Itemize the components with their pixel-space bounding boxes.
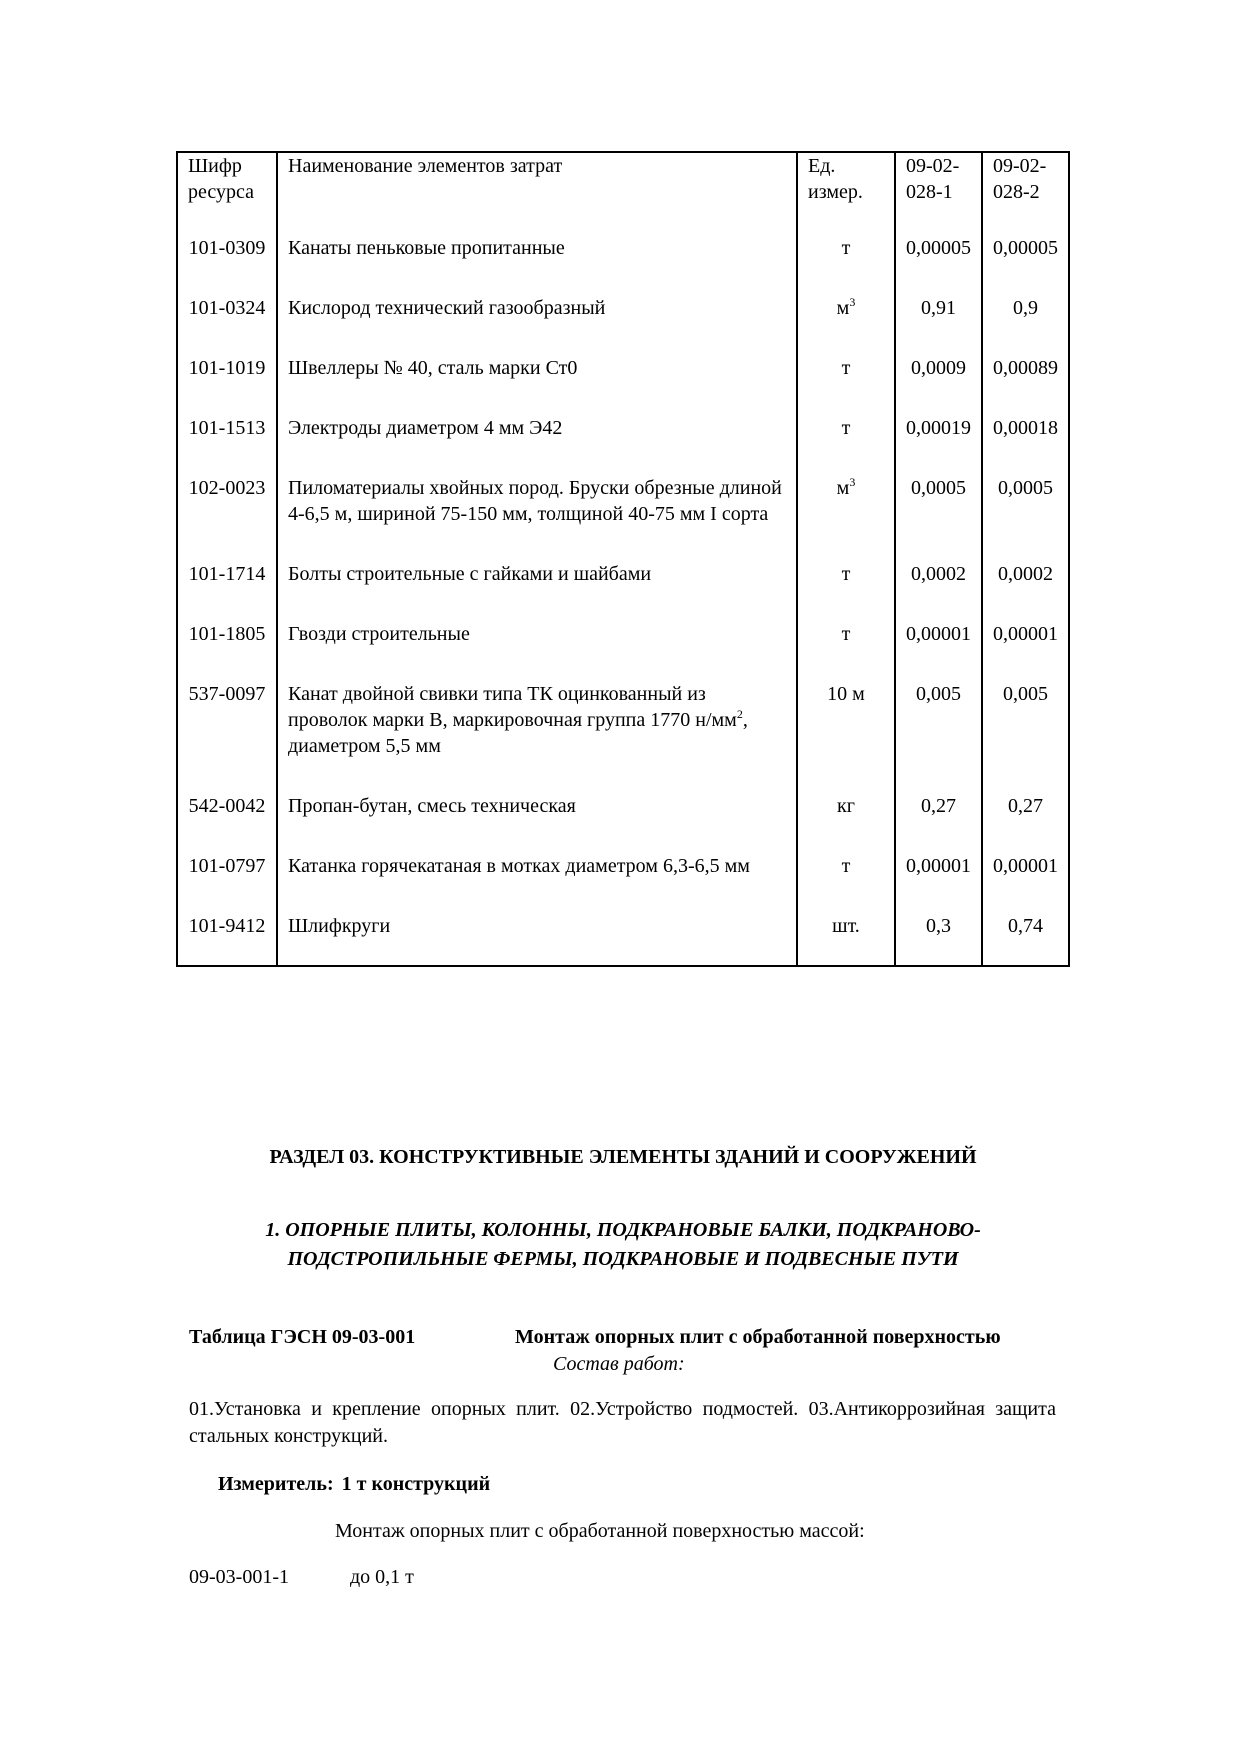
resource-name-cell xyxy=(277,459,797,545)
value-cell-2 xyxy=(982,459,1069,545)
resource-code: 102-0023 xyxy=(188,477,266,499)
value-1: 0,00005 xyxy=(906,237,971,259)
unit-cell xyxy=(797,665,895,777)
resource-code: 537-0097 xyxy=(188,683,266,705)
value-cell-2 xyxy=(982,665,1069,777)
resource-name-cell xyxy=(277,279,797,339)
table-header-row xyxy=(177,152,1069,219)
value-cell-2 xyxy=(982,219,1069,279)
resource-code: 101-1513 xyxy=(188,417,266,439)
unit-superscript: 3 xyxy=(849,475,856,489)
value-2: 0,27 xyxy=(1008,795,1043,817)
table-row xyxy=(177,665,1069,777)
value-cell-1 xyxy=(895,399,982,459)
unit-superscript: 3 xyxy=(849,295,856,309)
value-cell-1 xyxy=(895,665,982,777)
value-cell-1 xyxy=(895,837,982,897)
value-cell-2 xyxy=(982,545,1069,605)
unit-cell xyxy=(797,219,895,279)
resource-name: Катанка горячекатаная в мотках диаметром 6,3-6,5 мм xyxy=(288,855,750,877)
resource-code-cell xyxy=(177,279,277,339)
resource-name-superscript: 2 xyxy=(736,707,743,721)
resource-name-cell xyxy=(277,837,797,897)
measure-label: Измеритель: xyxy=(218,1473,334,1495)
table-row xyxy=(177,837,1069,897)
header-col1: 09-02-028-1 xyxy=(895,152,982,219)
resource-name: Канаты пеньковые пропитанные xyxy=(288,237,565,259)
section-subtitle-line1: 1. ОПОРНЫЕ ПЛИТЫ, КОЛОННЫ, ПОДКРАНОВЫЕ БАЛКИ, ПОДКРАНОВО- xyxy=(265,1219,981,1241)
resource-name-cell xyxy=(277,777,797,837)
value-2: 0,005 xyxy=(1003,683,1048,705)
table-row xyxy=(177,545,1069,605)
resource-code-cell xyxy=(177,837,277,897)
resource-code-cell xyxy=(177,665,277,777)
table-row xyxy=(177,279,1069,339)
unit-cell xyxy=(797,339,895,399)
value-2: 0,00001 xyxy=(993,855,1058,877)
unit-cell xyxy=(797,777,895,837)
unit-cell xyxy=(797,459,895,545)
unit: т xyxy=(841,563,851,585)
resource-name: Пиломатериалы хвойных пород. Бруски обрезные длиной 4-6,5 м, шириной 75-150 мм, толщиной 40-75 мм I сорта xyxy=(288,477,782,525)
resource-code: 101-0797 xyxy=(188,855,266,877)
resource-name-cell xyxy=(277,897,797,966)
value-cell-2 xyxy=(982,897,1069,966)
value-1: 0,91 xyxy=(921,297,956,319)
resource-name: Пропан-бутан, смесь техническая xyxy=(288,795,576,817)
unit-cell xyxy=(797,605,895,665)
norm-code-description: до 0,1 т xyxy=(350,1566,414,1588)
value-cell-1 xyxy=(895,777,982,837)
unit-cell xyxy=(797,279,895,339)
value-cell-2 xyxy=(982,279,1069,339)
resource-code-cell xyxy=(177,545,277,605)
value-1: 0,0002 xyxy=(911,563,966,585)
resource-name: Гвозди строительные xyxy=(288,623,470,645)
table-row xyxy=(177,339,1069,399)
value-1: 0,00001 xyxy=(906,623,971,645)
table-row xyxy=(177,399,1069,459)
resource-code-cell xyxy=(177,399,277,459)
value-cell-1 xyxy=(895,279,982,339)
resource-code: 101-1805 xyxy=(188,623,266,645)
value-cell-1 xyxy=(895,219,982,279)
resource-code-cell xyxy=(177,777,277,837)
table-row xyxy=(177,777,1069,837)
measure-line xyxy=(218,1471,490,1497)
value-2: 0,0005 xyxy=(998,477,1053,499)
header-code: Шифр ресурса xyxy=(177,152,277,219)
composition-label: Состав работ: xyxy=(553,1353,685,1375)
resource-table xyxy=(176,151,1070,967)
table-row xyxy=(177,459,1069,545)
norm-code: 09-03-001-1 xyxy=(189,1566,289,1588)
resource-code: 101-9412 xyxy=(188,915,266,937)
value-2: 0,9 xyxy=(1013,297,1038,319)
value-1: 0,0009 xyxy=(911,357,966,379)
measure-value: 1 т конструкций xyxy=(341,1473,491,1495)
value-cell-1 xyxy=(895,545,982,605)
unit: 10 м xyxy=(827,683,865,705)
value-2: 0,00018 xyxy=(993,417,1058,439)
resource-name-tail: , диаметром 5,5 мм xyxy=(288,709,748,757)
value-2: 0,00005 xyxy=(993,237,1058,259)
value-1: 0,00001 xyxy=(906,855,971,877)
resource-code: 101-1019 xyxy=(188,357,266,379)
value-2: 0,00089 xyxy=(993,357,1058,379)
resource-name-cell xyxy=(277,399,797,459)
value-cell-2 xyxy=(982,399,1069,459)
unit-cell xyxy=(797,837,895,897)
resource-name: Швеллеры № 40, сталь марки Ст0 xyxy=(288,357,578,379)
resource-code: 101-0324 xyxy=(188,297,266,319)
unit: т xyxy=(841,855,851,877)
value-cell-1 xyxy=(895,339,982,399)
mount-description: Монтаж опорных плит с обработанной поверхностью массой: xyxy=(335,1520,865,1542)
header-name: Наименование элементов затрат xyxy=(277,152,797,219)
resource-name-cell xyxy=(277,665,797,777)
resource-name: Канат двойной свивки типа ТК оцинкованный из проволок марки В, маркировочная группа 1770 н/мм xyxy=(288,683,737,731)
resource-code: 101-1714 xyxy=(188,563,266,585)
section-title: РАЗДЕЛ 03. КОНСТРУКТИВНЫЕ ЭЛЕМЕНТЫ ЗДАНИЙ И СООРУЖЕНИЙ xyxy=(269,1146,977,1168)
resource-name-cell xyxy=(277,219,797,279)
value-cell-1 xyxy=(895,459,982,545)
unit-cell xyxy=(797,399,895,459)
section-subtitle-line2: ПОДСТРОПИЛЬНЫЕ ФЕРМЫ, ПОДКРАНОВЫЕ И ПОДВЕСНЫЕ ПУТИ xyxy=(287,1248,959,1270)
table-row xyxy=(177,219,1069,279)
resource-code-cell xyxy=(177,219,277,279)
value-1: 0,27 xyxy=(921,795,956,817)
unit: т xyxy=(841,623,851,645)
works-list: 01.Установка и крепление опорных плит. 02.Устройство подмостей. 03.Антикоррозийная защита стальных конструкций. xyxy=(189,1398,1056,1447)
header-unit: Ед. измер. xyxy=(797,152,895,219)
value-cell-1 xyxy=(895,897,982,966)
header-col2: 09-02-028-2 xyxy=(982,152,1069,219)
resource-name-cell xyxy=(277,605,797,665)
unit: т xyxy=(841,357,851,379)
unit: т xyxy=(841,237,851,259)
resource-code-cell xyxy=(177,459,277,545)
resource-name-cell xyxy=(277,339,797,399)
unit-cell xyxy=(797,897,895,966)
value-1: 0,3 xyxy=(926,915,951,937)
resource-name: Кислород технический газообразный xyxy=(288,297,606,319)
value-2: 0,0002 xyxy=(998,563,1053,585)
table-row xyxy=(177,897,1069,966)
unit: шт. xyxy=(832,915,860,937)
resource-name-cell xyxy=(277,545,797,605)
value-cell-2 xyxy=(982,777,1069,837)
resource-name: Шлифкруги xyxy=(288,915,391,937)
unit: м xyxy=(836,477,850,499)
resource-name: Электроды диаметром 4 мм Э42 xyxy=(288,417,563,439)
unit: т xyxy=(841,417,851,439)
unit: кг xyxy=(837,795,855,817)
value-1: 0,0005 xyxy=(911,477,966,499)
value-2: 0,74 xyxy=(1008,915,1043,937)
value-cell-2 xyxy=(982,605,1069,665)
value-cell-2 xyxy=(982,837,1069,897)
resource-code-cell xyxy=(177,605,277,665)
table-row xyxy=(177,605,1069,665)
gesn-table-title: Монтаж опорных плит с обработанной поверхностью xyxy=(515,1326,1001,1348)
resource-name: Болты строительные с гайками и шайбами xyxy=(288,563,652,585)
resource-code-cell xyxy=(177,897,277,966)
resource-code: 101-0309 xyxy=(188,237,266,259)
unit-cell xyxy=(797,545,895,605)
resource-code-cell xyxy=(177,339,277,399)
value-1: 0,00019 xyxy=(906,417,971,439)
gesn-table-label: Таблица ГЭСН 09-03-001 xyxy=(189,1326,416,1348)
resource-code: 542-0042 xyxy=(188,795,266,817)
value-2: 0,00001 xyxy=(993,623,1058,645)
unit: м xyxy=(836,297,850,319)
value-cell-1 xyxy=(895,605,982,665)
value-cell-2 xyxy=(982,339,1069,399)
value-1: 0,005 xyxy=(916,683,961,705)
